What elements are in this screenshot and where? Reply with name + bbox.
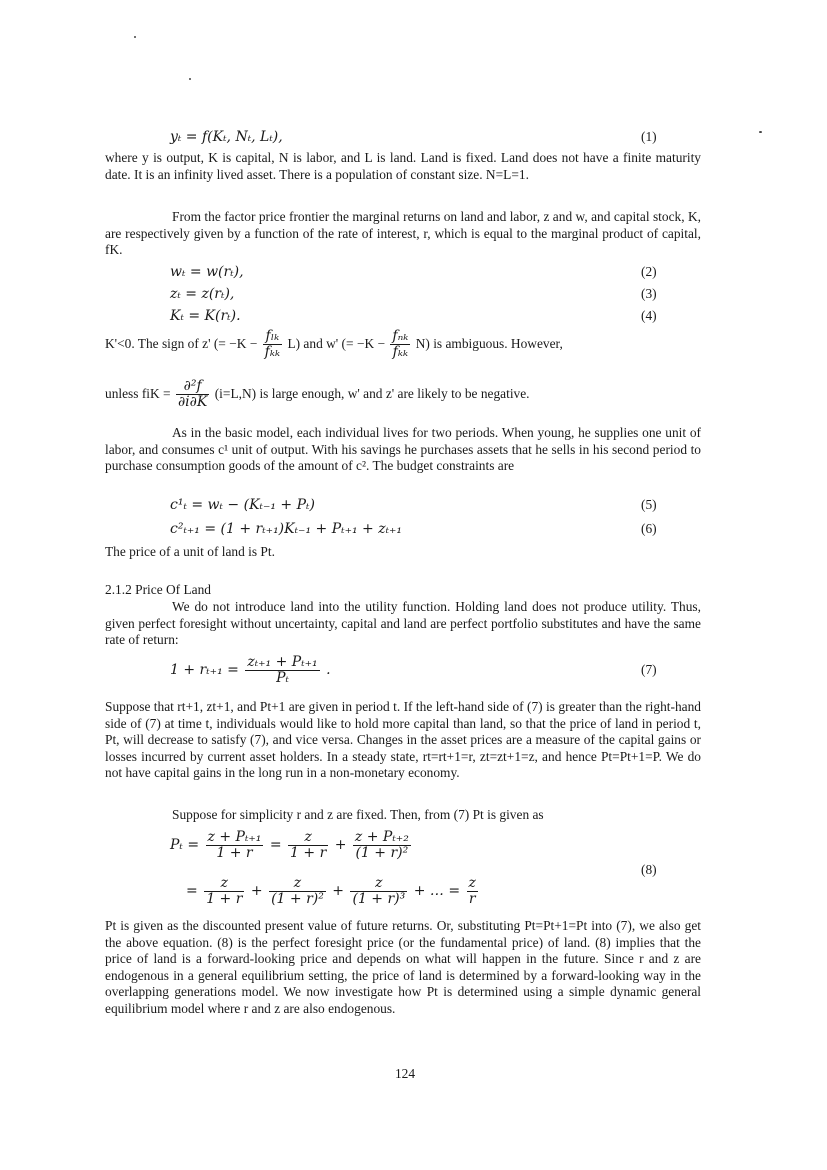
equals-sign: = <box>269 837 282 854</box>
equation-1-number: (1) <box>641 129 657 144</box>
unless-line-lead: unless fiK = <box>105 386 171 402</box>
equation-5: c¹ₜ = wₜ − (Kₜ₋₁ + Pₜ) <box>170 497 315 513</box>
fraction-numerator: z <box>288 830 328 846</box>
paragraph-definitions: where y is output, K is capital, N is labor, and L is land. Land is fixed. Land does not have a finite maturity date. It is an infinity lived asset. There is a population of constant size. N=L=1. <box>105 150 701 182</box>
equation-8-fraction <box>204 876 244 907</box>
fraction-denominator: ∂i∂K <box>177 394 208 410</box>
fraction-numerator: z <box>269 876 326 892</box>
page-number: 124 <box>394 1066 416 1081</box>
fraction-numerator: z + Pₜ₊₁ <box>207 829 262 845</box>
equals-sign: = <box>186 883 198 900</box>
sign-line-mid: L) and w' (= −K − <box>287 336 386 352</box>
equation-5-number: (5) <box>641 497 657 512</box>
equation-8-row-2 <box>186 876 480 907</box>
sign-line-tail: N) is ambiguous. However, <box>415 336 563 352</box>
fraction-numerator: fₙₖ <box>392 328 409 344</box>
fraction-numerator: fₗₖ <box>263 329 282 345</box>
equation-8-fraction <box>288 830 328 861</box>
equation-7-tail: . <box>326 662 331 679</box>
fraction-denominator: fₖₖ <box>392 344 409 360</box>
equation-8-fraction <box>206 830 264 861</box>
scan-speck <box>759 131 762 133</box>
sign-line <box>105 329 563 360</box>
fraction-numerator: zₜ₊₁ + Pₜ₊₁ <box>247 654 318 670</box>
fraction-denominator: 1 + r <box>206 891 243 907</box>
fraction-numerator: z + Pₜ₊₂ <box>354 829 409 845</box>
fraction-denominator: r <box>468 891 476 907</box>
paragraph-factor-price: From the factor price frontier the marginal returns on land and labor, z and w, and capital stock, K, are respectively given by a function of the rate of interest, r, which is equal to the marginal product of capital, fK. <box>105 209 701 258</box>
ellipsis-equals: + … = <box>413 883 461 900</box>
section-heading: 2.1.2 Price Of Land <box>105 582 211 597</box>
equation-1 <box>170 129 283 146</box>
paragraph-utility: We do not introduce land into the utility function. Holding land does not produce utility. Thus, given perfect foresight without uncertainty, capital and land are perfect portfolio substitutes and have the same rate of return: <box>105 599 701 648</box>
unless-line-tail: (i=L,N) is large enough, w' and z' are likely to be negative. <box>214 386 530 402</box>
fraction-denominator: fₖₖ <box>264 344 281 360</box>
paragraph-discounted: Pt is given as the discounted present value of future returns. Or, substituting Pt=Pt+1=Pt into (7), we also get the above equation. (8) is the perfect foresight price (or the fundamental price) of land. (8) implies that the price of land is a forward-looking price and depends on what will happen in the future. Since r and z are endogenous in a general equilibrium setting, the price of land is determined by a forward-looking way in the overlapping generations model. We now investigate how Pt is determined using a simple dynamic general equilibrium model where r and z are also endogenous. <box>105 918 701 1016</box>
equation-6: c²ₜ₊₁ = (1 + rₜ₊₁)Kₜ₋₁ + Pₜ₊₁ + zₜ₊₁ <box>170 521 403 537</box>
fraction-numerator: z <box>350 876 407 892</box>
price-of-land-line: The price of a unit of land is Pt. <box>105 544 275 559</box>
plus-sign: + <box>334 837 347 854</box>
scan-speck <box>189 78 191 80</box>
equation-8-fraction <box>353 830 411 861</box>
fraction-denominator: Pₜ <box>276 670 289 686</box>
equation-2-number: (2) <box>641 264 657 279</box>
paragraph-suppose: Suppose that rt+1, zt+1, and Pt+1 are given in period t. If the left-hand side of (7) is greater than the right-hand side of (7) at time t, individuals would like to hold more capital than land, so that the price of land in period t, Pt, will decrease to satisfy (7), and vice versa. Changes in the asset prices are a measure of the capital gains or losses incurred by current asset holders. In a steady state, rt=rt+1=r, zt=zt+1=z, and hence Pt=Pt+1=P. We do not have capital gains in the long run in a non-monetary economy. <box>105 699 701 781</box>
paragraph-basic-model: As in the basic model, each individual lives for two periods. When young, he supplies one unit of labor, and consumes c¹ unit of output. With his savings he purchases assets that he sells in his second period to purchase consumption goods of the amount of c². The budget constraints are <box>105 425 701 474</box>
paragraph-fixed: Suppose for simplicity r and z are fixed. Then, from (7) Pt is given as <box>172 807 544 822</box>
equation-8-lhs: Pₜ = <box>170 837 200 854</box>
equation-7-lhs: 1 + rₜ₊₁ = <box>170 662 239 679</box>
equation-3-number: (3) <box>641 286 657 301</box>
equation-7-fraction <box>245 655 319 686</box>
fraction-numerator: z <box>468 875 476 891</box>
fraction-denominator: (1 + r)² <box>355 845 409 861</box>
fraction-denominator: 1 + r <box>290 845 327 861</box>
equation-1-text: yₜ = f(Kₜ, Nₜ, Lₜ), <box>170 129 283 145</box>
fraction-fnk-fkk <box>390 329 410 360</box>
equation-8-row-1 <box>170 830 413 861</box>
sign-line-lead: K'<0. The sign of z' (= −K − <box>105 336 258 352</box>
fraction-numerator: z <box>204 876 244 892</box>
equation-8-fraction <box>269 876 326 907</box>
fraction-numerator: ∂²f <box>176 379 209 395</box>
equation-6-number: (6) <box>641 521 657 536</box>
plus-sign: + <box>250 883 263 900</box>
fraction-denominator: (1 + r)³ <box>352 891 406 907</box>
equation-4-number: (4) <box>641 308 657 323</box>
equation-2: wₜ = w(rₜ), <box>170 264 244 280</box>
plus-sign: + <box>332 883 345 900</box>
fraction-flk-fkk <box>263 329 282 360</box>
fraction-denominator: (1 + r)² <box>271 891 324 907</box>
equation-8-fraction <box>350 876 407 907</box>
equation-8-fraction <box>467 876 478 907</box>
fraction-denominator: 1 + r <box>216 845 253 861</box>
equation-7-number: (7) <box>641 662 657 677</box>
fraction-second-derivative <box>176 379 209 410</box>
equation-8-number: (8) <box>641 862 657 877</box>
unless-line <box>105 379 530 410</box>
equation-4: Kₜ = K(rₜ). <box>170 308 241 324</box>
scan-speck <box>134 36 136 38</box>
equation-7 <box>170 655 331 686</box>
equation-3: zₜ = z(rₜ), <box>170 286 235 302</box>
